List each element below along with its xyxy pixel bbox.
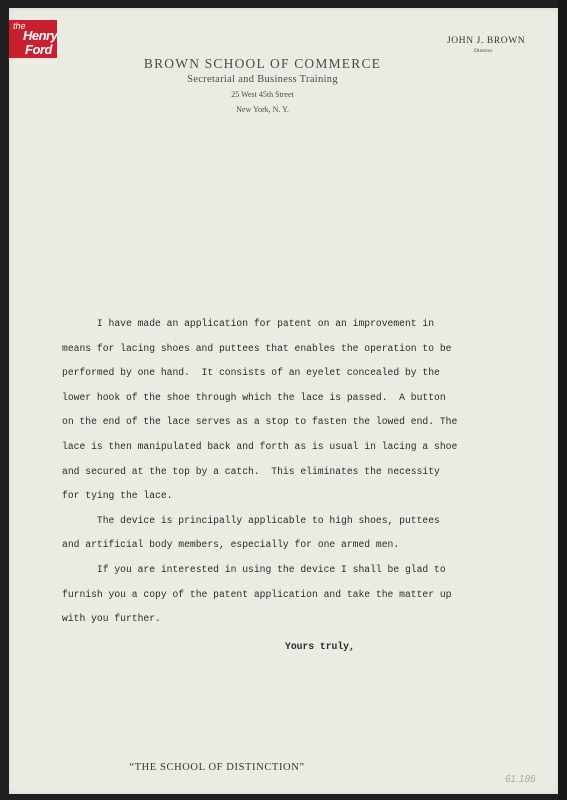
logo-text-the: the bbox=[13, 21, 26, 31]
body-line: and secured at the top by a catch. This eliminates the necessity bbox=[62, 465, 440, 477]
body-line: for tying the lace. bbox=[62, 490, 173, 502]
school-subtitle: Secretarial and Business Training bbox=[187, 74, 338, 85]
body-line: and artificial body members, especially for one armed men. bbox=[62, 539, 400, 551]
school-name: BROWN SCHOOL OF COMMERCE bbox=[143, 56, 382, 71]
school-address-street: 25 West 45th Street bbox=[231, 90, 294, 99]
school-motto: “THE SCHOOL OF DISTINCTION” bbox=[129, 762, 305, 773]
school-address-city: New York, N. Y. bbox=[236, 105, 289, 114]
letter-page bbox=[9, 8, 558, 794]
body-line: on the end of the lace serves as a stop to fasten the lowed end. The bbox=[62, 416, 458, 428]
closing: Yours truly, bbox=[285, 641, 355, 652]
body-line: lace is then manipulated back and forth as is usual in lacing a shoe bbox=[62, 440, 458, 452]
body-line: with you further. bbox=[62, 613, 161, 625]
body-line: I have made an application for patent on an improvement in bbox=[62, 318, 435, 329]
body-line: lower hook of the shoe through which the lace is passed. A button bbox=[62, 391, 446, 403]
body-line: means for lacing shoes and puttees that enables the operation to be bbox=[62, 342, 452, 354]
letter-body bbox=[62, 312, 482, 632]
body-line: furnish you a copy of the patent application and take the matter up bbox=[62, 588, 452, 600]
body-line: performed by one hand. It consists of an eyelet concealed by the bbox=[62, 367, 440, 379]
logo-text-henry: Henry bbox=[23, 28, 58, 43]
scan-edge bbox=[558, 0, 567, 800]
pencil-annotation: 61.186 bbox=[505, 774, 536, 785]
director-title: Director bbox=[474, 48, 493, 54]
logo-text-ford: Ford bbox=[25, 42, 52, 57]
henry-ford-logo bbox=[9, 20, 57, 58]
body-line: The device is principally applicable to high shoes, puttees bbox=[62, 514, 440, 526]
director-name: JOHN J. BROWN bbox=[447, 36, 526, 46]
body-line: If you are interested in using the device I shall be glad to bbox=[62, 563, 446, 575]
